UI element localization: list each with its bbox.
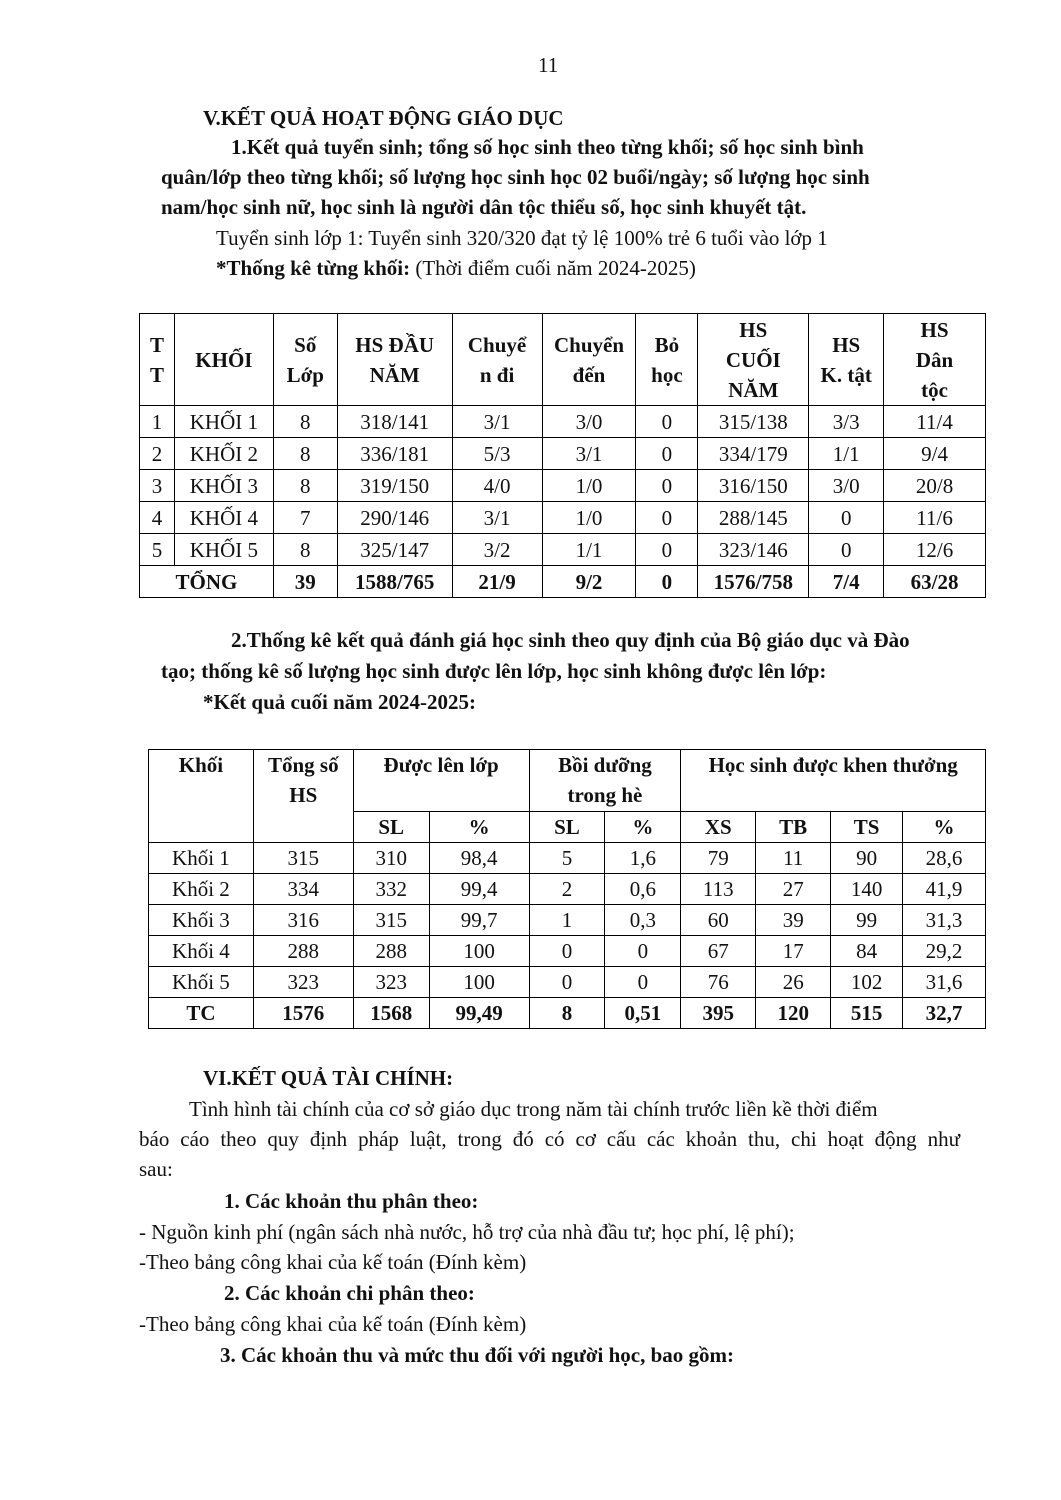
table-cell: 0 [636, 470, 698, 502]
table-cell: 1568 [353, 998, 429, 1029]
table-row [149, 936, 986, 967]
table-cell: 0 [636, 566, 698, 598]
table-cell: 67 [681, 936, 756, 967]
col-header-xs: XS [681, 812, 756, 843]
table-cell: 98,4 [429, 843, 529, 874]
table-cell: 84 [831, 936, 903, 967]
table-cell: 515 [831, 998, 903, 1029]
table-cell: 0 [605, 936, 681, 967]
finance-paragraph-line-1: Tình hình tài chính của cơ sở giáo dục trong năm tài chính trước liền kề thời điểm [189, 1097, 878, 1121]
table-cell: 5/3 [452, 438, 542, 470]
table-cell: 325/147 [337, 534, 452, 566]
col-header-hs-ktat: HS K. tật [809, 314, 884, 406]
table-cell: 334/179 [698, 438, 809, 470]
table-cell: 4/0 [452, 470, 542, 502]
table-cell: Khối 2 [149, 874, 254, 905]
table-cell: 99,49 [429, 998, 529, 1029]
col-header-hs-cuoi-nam: HS CUỐI NĂM [698, 314, 809, 406]
table-cell: 31,6 [903, 967, 986, 998]
table-cell: 100 [429, 936, 529, 967]
table-total-row [140, 566, 986, 598]
col-header-hs-dau-nam: HS ĐẦU NĂM [337, 314, 452, 406]
col-header-sl: SL [529, 812, 605, 843]
income-item-attachment: -Theo bảng công khai của kế toán (Đính kèm) [139, 1250, 527, 1274]
table-cell: 1/1 [542, 534, 636, 566]
grade-statistics-table [139, 313, 986, 598]
table-cell: KHỐI 5 [174, 534, 273, 566]
table-cell: 0 [809, 534, 884, 566]
table-cell: 336/181 [337, 438, 452, 470]
table-cell: 316 [253, 905, 353, 936]
col-header-boi-duong: Bồi dưỡng trong hè [529, 750, 681, 812]
finance-paragraph-line-3: sau: [139, 1157, 173, 1181]
table-cell: 99,4 [429, 874, 529, 905]
table-cell: 79 [681, 843, 756, 874]
stat-label: *Thống kê từng khối: [216, 256, 411, 280]
col-header-percent: % [429, 812, 529, 843]
result-label: *Kết quả cuối năm 2024-2025: [203, 690, 476, 714]
table-cell: 1 [529, 905, 605, 936]
section-6-heading: VI.KẾT QUẢ TÀI CHÍNH: [203, 1066, 454, 1090]
table-cell: 2 [529, 874, 605, 905]
subsection-2-line-1: 2.Thống kê kết quả đánh giá học sinh theo quy định của Bộ giáo dục và Đào [231, 628, 910, 652]
col-header-hs-dan-toc: HS Dân tộc [884, 314, 986, 406]
subsection-1-line-3: nam/học sinh nữ, học sinh là người dân tộc thiểu số, học sinh khuyết tật. [161, 195, 807, 219]
table-row [140, 470, 986, 502]
table-cell: 8 [273, 534, 337, 566]
table-cell: 11/4 [884, 406, 986, 438]
table-cell: 90 [831, 843, 903, 874]
table-cell: 41,9 [903, 874, 986, 905]
table-cell: 1576/758 [698, 566, 809, 598]
table-cell: TỔNG [140, 566, 274, 598]
table-cell: 3/1 [452, 502, 542, 534]
table-cell: Khối 1 [149, 843, 254, 874]
table-cell: 0,51 [605, 998, 681, 1029]
table-cell: 3/1 [542, 438, 636, 470]
table-row [140, 534, 986, 566]
table-cell: 319/150 [337, 470, 452, 502]
table-cell: 9/4 [884, 438, 986, 470]
table-cell: 334 [253, 874, 353, 905]
page-number: 11 [538, 53, 559, 77]
table-cell: 8 [273, 438, 337, 470]
col-header-so-lop: Số Lớp [273, 314, 337, 406]
income-item-funding: - Nguồn kinh phí (ngân sách nhà nước, hỗ trợ của nhà đầu tư; học phí, lệ phí); [139, 1220, 795, 1244]
table-cell: 140 [831, 874, 903, 905]
expense-item-attachment: -Theo bảng công khai của kế toán (Đính kèm) [139, 1312, 527, 1336]
table-cell: 315 [253, 843, 353, 874]
table-cell: 100 [429, 967, 529, 998]
table-cell: 1,6 [605, 843, 681, 874]
table-cell: 0 [636, 406, 698, 438]
table-cell: Khối 3 [149, 905, 254, 936]
table-cell: 1/1 [809, 438, 884, 470]
stat-time: (Thời điểm cuối năm 2024-2025) [410, 256, 696, 280]
table-cell: 288 [253, 936, 353, 967]
table-cell: 17 [756, 936, 831, 967]
table-cell: 1/0 [542, 502, 636, 534]
table-cell: 28,6 [903, 843, 986, 874]
table-cell: 32,7 [903, 998, 986, 1029]
table-cell: 7 [273, 502, 337, 534]
table-cell: 3/1 [452, 406, 542, 438]
table-cell: 1/0 [542, 470, 636, 502]
table-row [140, 502, 986, 534]
table-cell: 12/6 [884, 534, 986, 566]
table-row [149, 843, 986, 874]
table-cell: 318/141 [337, 406, 452, 438]
table-cell: 8 [529, 998, 605, 1029]
col-header-len-lop: Được lên lớp [353, 750, 529, 812]
table-cell: 290/146 [337, 502, 452, 534]
col-header-sl: SL [353, 812, 429, 843]
table-cell: 0 [529, 936, 605, 967]
table-cell: 39 [273, 566, 337, 598]
table-cell: 21/9 [452, 566, 542, 598]
table-cell: 29,2 [903, 936, 986, 967]
col-header-khen-thuong: Học sinh được khen thưởng [681, 750, 986, 812]
table-cell: 120 [756, 998, 831, 1029]
stat-caption [216, 253, 696, 283]
col-header-bo-hoc: Bỏ học [636, 314, 698, 406]
table-cell: 5 [140, 534, 175, 566]
table-cell: 7/4 [809, 566, 884, 598]
table-cell: Khối 5 [149, 967, 254, 998]
table-cell: 8 [273, 406, 337, 438]
table-cell: 323 [353, 967, 429, 998]
table-cell: 5 [529, 843, 605, 874]
table-cell: 26 [756, 967, 831, 998]
table-row [149, 967, 986, 998]
table-cell: 2 [140, 438, 175, 470]
expense-heading: 2. Các khoản chi phân theo: [224, 1281, 475, 1305]
col-header-khoi: Khối [149, 750, 254, 843]
table-cell: 323/146 [698, 534, 809, 566]
table-cell: 323 [253, 967, 353, 998]
table-cell: 315/138 [698, 406, 809, 438]
table-cell: 0 [636, 438, 698, 470]
table-cell: 332 [353, 874, 429, 905]
table-cell: 99,7 [429, 905, 529, 936]
table-cell: 288/145 [698, 502, 809, 534]
enrollment-line: Tuyển sinh lớp 1: Tuyển sinh 320/320 đạt tỷ lệ 100% trẻ 6 tuổi vào lớp 1 [216, 226, 828, 250]
table-row [140, 406, 986, 438]
table-cell: KHỐI 2 [174, 438, 273, 470]
table-cell: 315 [353, 905, 429, 936]
evaluation-results-table [148, 749, 986, 1029]
table-cell: 20/8 [884, 470, 986, 502]
income-heading: 1. Các khoản thu phân theo: [224, 1189, 479, 1213]
table-cell: 60 [681, 905, 756, 936]
col-header-tt: T T [140, 314, 175, 406]
table-cell: 11 [756, 843, 831, 874]
table-cell: 1 [140, 406, 175, 438]
table-cell: 31,3 [903, 905, 986, 936]
table-cell: 39 [756, 905, 831, 936]
table-cell: 0 [605, 967, 681, 998]
section-5-heading: V.KẾT QUẢ HOẠT ĐỘNG GIÁO DỤC [203, 106, 564, 130]
table-cell: 76 [681, 967, 756, 998]
col-header-ts: TS [831, 812, 903, 843]
col-header-khoi: KHỐI [174, 314, 273, 406]
table-cell: 0,3 [605, 905, 681, 936]
table-row [149, 905, 986, 936]
table-cell: 1588/765 [337, 566, 452, 598]
table-cell: 4 [140, 502, 175, 534]
table-cell: TC [149, 998, 254, 1029]
table-total-row [149, 998, 986, 1029]
table-cell: 8 [273, 470, 337, 502]
table-cell: 3/3 [809, 406, 884, 438]
table-cell: 0 [809, 502, 884, 534]
table-cell: 3/0 [809, 470, 884, 502]
table-cell: 1576 [253, 998, 353, 1029]
table-cell: 113 [681, 874, 756, 905]
col-header-chuyen-den: Chuyển đến [542, 314, 636, 406]
table-cell: 395 [681, 998, 756, 1029]
col-header-percent: % [903, 812, 986, 843]
table-cell: 3/0 [542, 406, 636, 438]
finance-paragraph-line-2: báo cáo theo quy định pháp luật, trong đó có cơ cấu các khoản thu, chi hoạt động như [139, 1127, 960, 1151]
table-cell: 0 [529, 967, 605, 998]
table-cell: 102 [831, 967, 903, 998]
col-header-tong-so: Tổng số HS [253, 750, 353, 843]
col-header-tb: TB [756, 812, 831, 843]
subsection-1-line-1: 1.Kết quả tuyển sinh; tổng số học sinh theo từng khối; số học sinh bình [231, 135, 864, 159]
col-header-chuyen-di: Chuyể n đi [452, 314, 542, 406]
table-cell: 0 [636, 502, 698, 534]
subsection-1-line-2: quân/lớp theo từng khối; số lượng học sinh học 02 buổi/ngày; số lượng học sinh [161, 165, 870, 189]
table-cell: KHỐI 4 [174, 502, 273, 534]
table-cell: 11/6 [884, 502, 986, 534]
table-cell: 3 [140, 470, 175, 502]
table-cell: KHỐI 1 [174, 406, 273, 438]
table-row [140, 438, 986, 470]
col-header-percent: % [605, 812, 681, 843]
table-cell: 3/2 [452, 534, 542, 566]
table-cell: Khối 4 [149, 936, 254, 967]
table-cell: KHỐI 3 [174, 470, 273, 502]
table-cell: 316/150 [698, 470, 809, 502]
table-row [149, 874, 986, 905]
subsection-2-line-2: tạo; thống kê số lượng học sinh được lên lớp, học sinh không được lên lớp: [161, 659, 827, 683]
table-cell: 288 [353, 936, 429, 967]
table-cell: 99 [831, 905, 903, 936]
table-cell: 63/28 [884, 566, 986, 598]
table-cell: 0 [636, 534, 698, 566]
table-cell: 9/2 [542, 566, 636, 598]
table-cell: 27 [756, 874, 831, 905]
table-cell: 0,6 [605, 874, 681, 905]
table-cell: 310 [353, 843, 429, 874]
fees-heading: 3. Các khoản thu và mức thu đối với người học, bao gồm: [220, 1343, 735, 1367]
